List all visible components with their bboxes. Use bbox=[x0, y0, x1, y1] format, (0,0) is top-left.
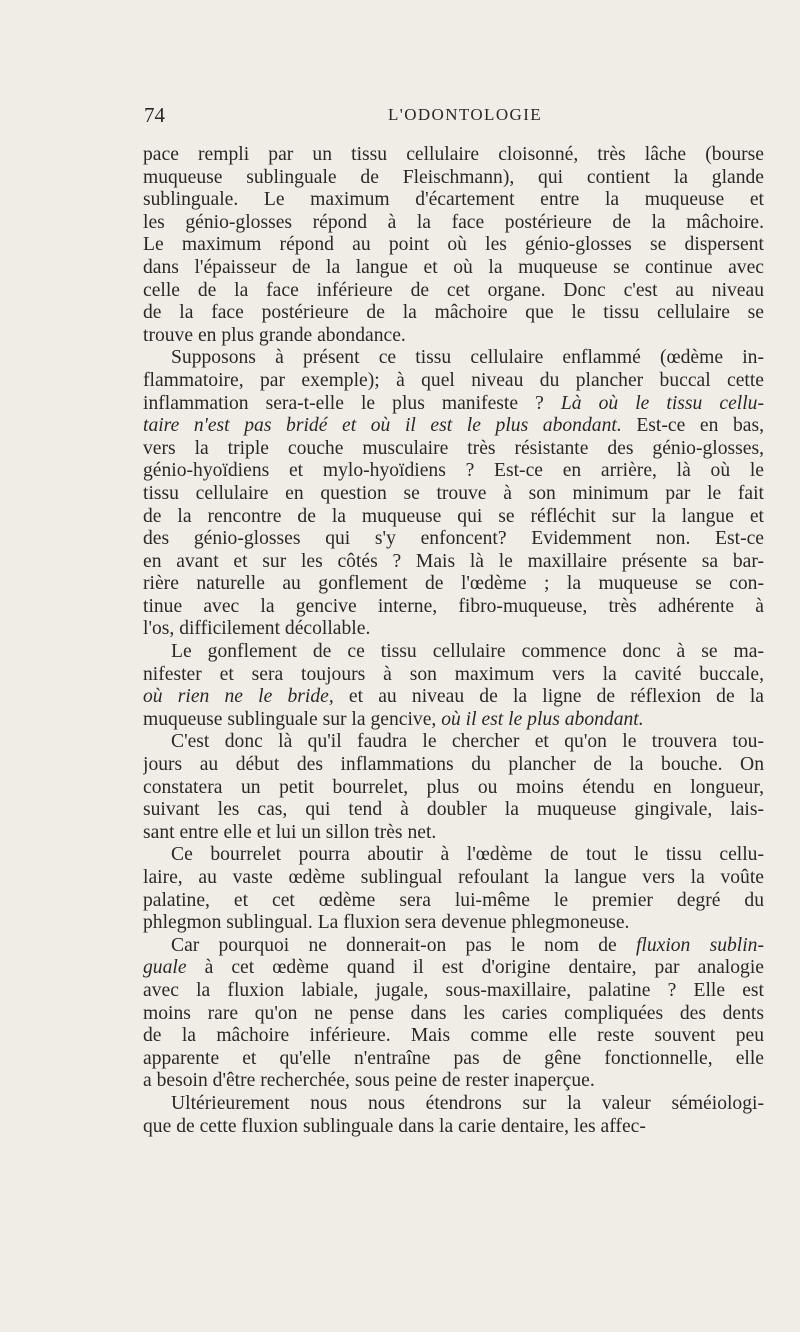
text-line: tissu cellulaire en question se trouve à son minimum par le fait bbox=[143, 482, 764, 504]
text-line: a besoin d'être recherchée, sous peine de rester inaperçue. bbox=[143, 1070, 595, 1092]
text-line: en avant et sur les côtés ? Mais là le maxillaire présente sa bar- bbox=[143, 550, 764, 572]
text-line: flammatoire, par exemple); à quel niveau du plancher buccal cette bbox=[143, 369, 764, 391]
page-number: 74 bbox=[144, 103, 165, 127]
text-line: laire, au vaste œdème sublingual refoulant la langue vers la voûte bbox=[143, 867, 764, 888]
text-line: suivant les cas, qui tend à doubler la muqueuse gingivale, lais- bbox=[143, 799, 764, 821]
text-line: avec la fluxion labiale, jugale, sous-maxillaire, palatine ? Elle est bbox=[143, 979, 764, 1001]
text-line: palatine, et cet œdème sera lui-même le premier degré du bbox=[143, 889, 764, 911]
text-line: inflammation sera-t-elle le plus manifeste ? Là où le tissu cellu- bbox=[143, 392, 764, 414]
text-line: vers la triple couche musculaire très résistante des génio-glosses, bbox=[143, 437, 764, 459]
text-line: trouve en plus grande abondance. bbox=[143, 324, 406, 346]
text-line: apparente et qu'elle n'entraîne pas de gêne fonctionnelle, elle bbox=[143, 1047, 764, 1069]
text-line: Le gonflement de ce tissu cellulaire commence donc à se ma- bbox=[171, 641, 764, 663]
text-line: sublinguale. Le maximum d'écartement entre la muqueuse et bbox=[143, 189, 764, 211]
body-text bbox=[143, 144, 764, 1138]
text-line: génio-hyoïdiens et mylo-hyoïdiens ? Est-ce en arrière, là où le bbox=[143, 460, 764, 482]
text-line: les génio-glosses répond à la face postérieure de la mâchoire. bbox=[143, 211, 764, 233]
text-line: phlegmon sublingual. La fluxion sera devenue phlegmoneuse. bbox=[143, 912, 630, 934]
text-line: nifester et sera toujours à son maximum vers la cavité buccale, bbox=[143, 663, 764, 685]
text-line: constatera un petit bourrelet, plus ou moins étendu en longueur, bbox=[143, 776, 764, 798]
page-header bbox=[144, 103, 764, 133]
text-line: moins rare qu'on ne pense dans les caries compliquées des dents bbox=[143, 1002, 764, 1024]
text-line: jours au début des inflammations du plancher de la bouche. On bbox=[143, 754, 764, 776]
text-line: de la mâchoire inférieure. Mais comme elle reste souvent peu bbox=[143, 1025, 764, 1047]
text-line: rière naturelle au gonflement de l'œdème ; la muqueuse se con- bbox=[143, 573, 764, 595]
text-line: où rien ne le bride, et au niveau de la ligne de réflexion de la bbox=[143, 686, 764, 708]
text-line: Supposons à présent ce tissu cellulaire enflammé (œdème in- bbox=[171, 347, 764, 369]
text-line: de la rencontre de la muqueuse qui se réfléchit sur la langue et bbox=[143, 505, 764, 527]
text-line: Ultérieurement nous nous étendrons sur la valeur séméiologi- bbox=[171, 1092, 764, 1114]
text-line: pace rempli par un tissu cellulaire cloisonné, très lâche (bourse bbox=[143, 144, 764, 165]
text-line: l'os, difficilement décollable. bbox=[143, 618, 371, 640]
text-line: muqueuse sublinguale sur la gencive, où il est le plus abondant. bbox=[143, 708, 644, 730]
text-line: celle de la face inférieure de cet organe. Donc c'est au niveau bbox=[143, 279, 764, 301]
text-line: tinue avec la gencive interne, fibro-muqueuse, très adhérente à bbox=[143, 595, 764, 617]
text-line: guale à cet œdème quand il est d'origine dentaire, par analogie bbox=[143, 957, 764, 979]
text-line: des génio-glosses qui s'y enfoncent? Evidemment non. Est-ce bbox=[143, 528, 764, 550]
text-line: C'est donc là qu'il faudra le chercher et qu'on le trouvera tou- bbox=[171, 731, 764, 753]
text-line: taire n'est pas bridé et où il est le plus abondant. Est-ce en bas, bbox=[143, 415, 764, 437]
text-line: sant entre elle et lui un sillon très net. bbox=[143, 821, 437, 843]
text-line: dans l'épaisseur de la langue et où la muqueuse se continue avec bbox=[143, 256, 764, 278]
text-line: Ce bourrelet pourra aboutir à l'œdème de tout le tissu cellu- bbox=[171, 844, 764, 866]
text-line: Car pourquoi ne donnerait-on pas le nom de fluxion sublin- bbox=[171, 934, 764, 956]
text-line: muqueuse sublinguale de Fleischmann), qui contient la glande bbox=[143, 166, 764, 188]
text-line: Le maximum répond au point où les génio-glosses se dispersent bbox=[143, 234, 764, 256]
running-head: L'ODONTOLOGIE bbox=[387, 105, 543, 124]
text-line: que de cette fluxion sublinguale dans la carie dentaire, les affec- bbox=[143, 1115, 646, 1137]
text-line: de la face postérieure de la mâchoire que le tissu cellulaire se bbox=[143, 302, 764, 324]
